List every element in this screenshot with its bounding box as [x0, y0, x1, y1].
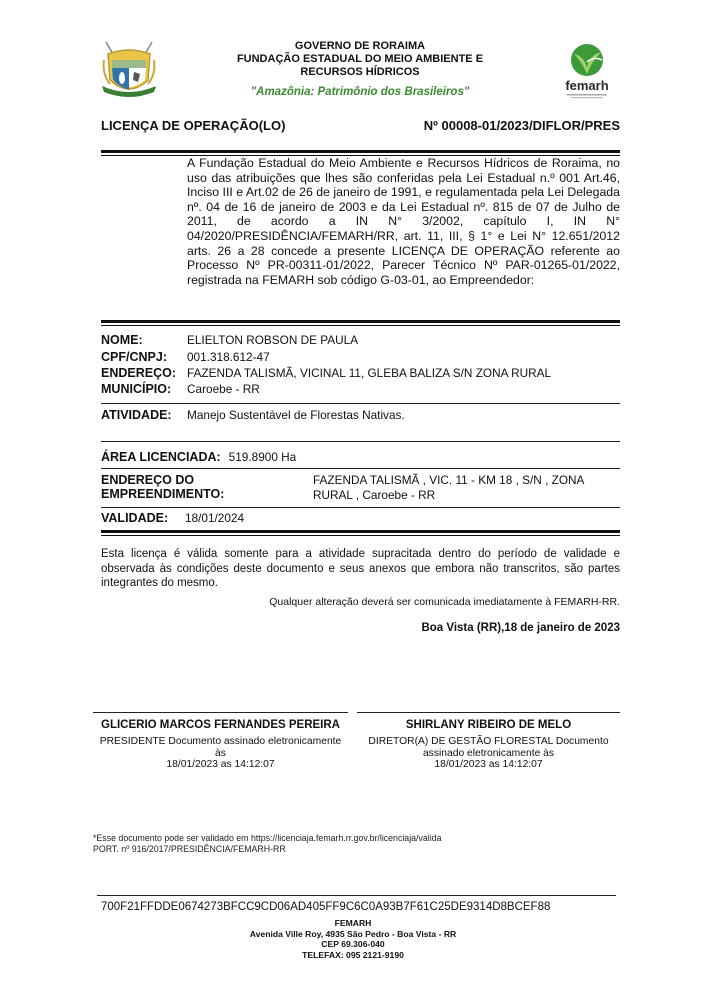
- header-slogan: "Amazônia: Patrimônio dos Brasileiros": [250, 86, 470, 98]
- femarh-logo-icon: [562, 40, 612, 102]
- validation-url-text: *Esse documento pode ser validado em https://licenciaja.femarh.rr.gov.br/licenciaja/valida: [93, 833, 442, 843]
- field-nome: [101, 333, 620, 347]
- signer-role: DIRETOR(A) DE GESTÃO FLORESTAL Documento assinado eletronicamente às: [368, 736, 609, 759]
- signer-name: SHIRLANY RIBEIRO DE MELO: [405, 719, 572, 731]
- intro-paragraph: A Fundação Estadual do Meio Ambiente e Recursos Hídricos de Roraima, no uso das atribuições que lhes são conferidas pela Lei Estadual n.º 001 Art.46, Inciso III e Art.02 de 26 de janeiro de 1991, e regulamentada pela Lei Delegada nº. 04 de 16 de janeiro de 2003 e da Lei Estadual nº. 815 de 07 de Julho de 2011, de acordo a IN N° 3/2002, capítulo I, IN N° 04/2020/PRESIDÊNCIA/FEMARH/RR, art. 11, III, § 1° e Lei N° 12.651/2012 arts. 26 a 28 concede a presente LICENÇA DE OPERAÇÃO referente ao Processo Nº PR-00311-01/2022, Parecer Técnico Nº PAR-01265-01/2022, registrada na FEMARH sob código G-03-01, ao Empreendedor:: [187, 156, 620, 287]
- field-endereco-empreendimento: [101, 473, 620, 503]
- field-atividade-value: Manejo Sustentável de Florestas Nativas.: [187, 408, 405, 422]
- footer-address-block: [0, 918, 706, 960]
- field-endereco-label: ENDEREÇO:: [101, 366, 177, 380]
- signer-role: PRESIDENTE Documento assinado eletronicamente às: [99, 736, 342, 759]
- place-and-date: Boa Vista (RR),18 de janeiro de 2023: [421, 622, 620, 634]
- validity-note: Esta licença é válida somente para a atividade supracitada dentro do período de validade e observada às condições deste documento e seus anexos que embora não transcritos, são partes integrantes do mesmo.: [101, 548, 620, 589]
- header-line-foundation: FUNDAÇÃO ESTADUAL DO MEIO AMBIENTE E: [236, 53, 484, 65]
- field-endereco-value: FAZENDA TALISMÃ, VICINAL 11, GLEBA BALIZA S/N ZONA RURAL: [187, 366, 552, 380]
- field-area-label: ÁREA LICENCIADA:: [101, 450, 221, 464]
- divider-area: [101, 441, 620, 442]
- license-number: Nº 00008-01/2023/DIFLOR/PRES: [423, 118, 620, 133]
- signature-block-director: [357, 712, 620, 771]
- field-municipio: [101, 382, 620, 396]
- signature-line: [357, 712, 620, 713]
- field-validade: [101, 511, 620, 525]
- footer-phone: TELEFAX: 095 2121-9190: [302, 949, 404, 960]
- svg-text:femarh: femarh: [565, 78, 609, 93]
- divider-atividade: [101, 403, 620, 404]
- signer-datetime: 18/01/2023 as 14:12:07: [434, 759, 543, 770]
- field-area-value: 519.8900 Ha: [228, 450, 297, 464]
- divider-endereco-empreendimento: [101, 468, 620, 469]
- document-hash: 700F21FFDDE0674273BFCC9CD06AD405FF9C6C0A93B7F61C25DE9314D8BCEF88: [101, 901, 551, 913]
- field-nome-value: ELIELTON ROBSON DE PAULA: [187, 333, 359, 347]
- roraima-coat-of-arms-icon: [98, 40, 160, 102]
- ordinance-reference: PORT. nº 916/2017/PRESIDÊNCIA/FEMARH-RR: [93, 844, 286, 854]
- signer-datetime: 18/01/2023 as 14:12:07: [166, 759, 275, 770]
- field-nome-label: NOME:: [101, 333, 143, 347]
- field-atividade: [101, 408, 620, 422]
- divider-double-applicant: [101, 320, 620, 326]
- field-validade-label: VALIDADE:: [101, 511, 169, 525]
- field-municipio-label: MUNICÍPIO:: [101, 382, 172, 396]
- license-type-title: LICENÇA DE OPERAÇÃO(LO): [101, 118, 286, 133]
- signature-line: [93, 712, 348, 713]
- header-line-resources: RECURSOS HÍDRICOS: [300, 66, 420, 78]
- field-cpf-value: 001.318.612-47: [187, 350, 270, 364]
- field-endereco-empreendimento-label: ENDEREÇO DO EMPREENDIMENTO:: [101, 473, 225, 501]
- footer-street: Avenida Ville Roy, 4935 São Pedro - Boa Vista - RR: [249, 928, 457, 939]
- header-line-government: GOVERNO DE RORAIMA: [294, 40, 426, 52]
- field-cpf-label: CPF/CNPJ:: [101, 350, 167, 364]
- divider-validade: [101, 507, 620, 508]
- footer-cep: CEP 69.306-040: [321, 939, 385, 949]
- signature-block-president: [93, 712, 348, 771]
- field-atividade-label: ATIVIDADE:: [101, 408, 172, 422]
- field-validade-value: 18/01/2024: [185, 511, 245, 525]
- field-municipio-value: Caroebe - RR: [187, 382, 260, 396]
- validation-note: [93, 833, 441, 855]
- field-cpf: [101, 350, 620, 364]
- footer-org: FEMARH: [334, 918, 372, 928]
- field-endereco: [101, 366, 620, 380]
- divider-double-notes: [101, 530, 620, 536]
- change-note: Qualquer alteração deverá ser comunicada imediatamente à FEMARH-RR.: [269, 596, 620, 608]
- field-area: [101, 450, 620, 464]
- header-title-block: [180, 40, 540, 98]
- signer-name: GLICERIO MARCOS FERNANDES PEREIRA: [101, 719, 340, 731]
- field-endereco-empreendimento-value: FAZENDA TALISMÃ , VIC. 11 - KM 18 , S/N , ZONA RURAL , Caroebe - RR: [313, 473, 584, 502]
- divider-footer: [97, 895, 616, 896]
